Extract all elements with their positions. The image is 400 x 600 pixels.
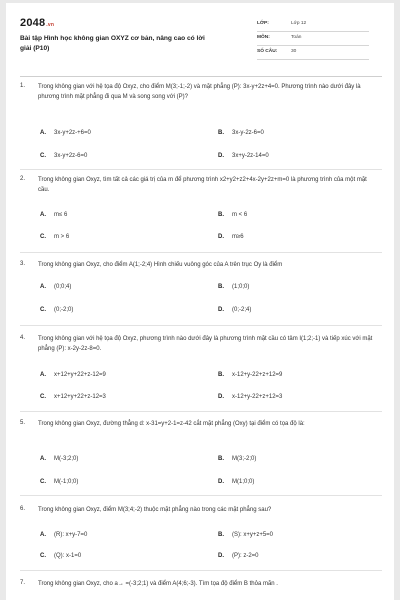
- option-letter: C.: [40, 394, 46, 400]
- option-text: m≤ 6: [54, 212, 68, 218]
- option-letter: A.: [40, 130, 46, 136]
- meta-label: MÔN:: [257, 35, 270, 40]
- question-number: 5.: [20, 420, 26, 426]
- logo-text: 2048: [20, 17, 46, 29]
- option-letter: A.: [40, 212, 46, 218]
- option-text: M(1;0;0): [232, 479, 255, 485]
- option-letter: D.: [218, 234, 224, 240]
- document-header: [20, 17, 382, 67]
- question-text: Trong không gian Oxyz, cho điểm A(1;-2;4) Hình chiếu vuông góc của A trên trục Oy là điểm: [38, 262, 283, 268]
- meta-value: Lớp 12: [291, 21, 307, 26]
- option-letter: B.: [218, 372, 224, 378]
- option-text: x-12+y-22+z+12=3: [232, 394, 283, 400]
- option-text: x+12+y+22+z-12=3: [54, 394, 106, 400]
- option-letter: C.: [40, 553, 46, 559]
- question-text: Trong không gian với hệ tọa độ Oxyz, phương trình nào dưới đây là phương trình mặt cầu có tâm I(1;2;-1) và tiếp xúc với mặt phẳng (P): x-2y-2z-8=0.: [38, 336, 373, 352]
- option-text: x-12+y-22+z+12=9: [232, 372, 283, 378]
- option-letter: C.: [40, 307, 46, 313]
- option-text: 3x+y-2z-14=0: [232, 153, 269, 159]
- option-text: M(3;-2;0): [232, 456, 257, 462]
- option-letter: A.: [40, 456, 46, 462]
- option-text: M(-3;2;0): [54, 456, 79, 462]
- option-text: M(-1;0;0): [54, 479, 79, 485]
- question-number: 3.: [20, 261, 26, 267]
- meta-panel: [257, 18, 369, 60]
- option-text: m≥6: [232, 234, 244, 240]
- option-text: (R): x+y-7=0: [54, 532, 88, 538]
- option-text: (1;0;0): [232, 284, 250, 290]
- option-letter: C.: [40, 479, 46, 485]
- page-title: Bài tập Hình học không gian OXYZ cơ bản, nâng cao có lời giải (P10): [20, 35, 205, 52]
- header-divider: [20, 76, 382, 77]
- option-letter: D.: [218, 394, 224, 400]
- option-text: (P): z-2=0: [232, 553, 259, 559]
- option-text: (0;0;4): [54, 284, 72, 290]
- question-text: Trong không gian Oxyz, cho a→ =(-3;2;1) và điểm A(4;6;-3). Tìm tọa độ điểm B thỏa mãn .: [38, 581, 278, 587]
- option-letter: B.: [218, 212, 224, 218]
- meta-label: SỐ CÂU:: [257, 49, 278, 54]
- option-letter: D.: [218, 307, 224, 313]
- meta-value: Toán: [291, 35, 302, 40]
- option-letter: C.: [40, 234, 46, 240]
- question-divider: [20, 495, 382, 496]
- meta-row-subject: [257, 32, 369, 46]
- option-text: m < 6: [232, 212, 248, 218]
- question-text: Trong không gian Oxyz, tìm tất cả các giá trị của m để phương trình x2+y2+z2+4x-2y+2z+m=0 là phương trình của một mặt cầu.: [38, 177, 367, 193]
- option-letter: A.: [40, 284, 46, 290]
- document-page: [6, 3, 394, 600]
- question-text: Trong không gian với hệ tọa độ Oxyz, cho điểm M(3;-1;-2) và mặt phẳng (P): 3x-y+2z+4=0. Phương trình nào dưới đây là phương trình mặt phẳng đi qua M và song song với (P)?: [38, 84, 361, 100]
- question-number: 7.: [20, 580, 26, 586]
- option-text: m > 6: [54, 234, 70, 240]
- option-text: 3x-y+2z-+6=0: [54, 130, 91, 136]
- meta-label: LỚP:: [257, 21, 269, 26]
- site-logo[interactable]: [20, 17, 54, 29]
- question-divider: [20, 325, 382, 326]
- option-letter: B.: [218, 130, 224, 136]
- meta-row-count: [257, 46, 369, 60]
- question-text: Trong không gian Oxyz, đường thẳng d: x-31=y+2-1=z-42 cắt mặt phẳng (Oxy) tại điểm có tọa độ là:: [38, 421, 305, 427]
- question-text: Trong không gian Oxyz, điểm M(3;4;-2) thuộc mặt phẳng nào trong các mặt phẳng sau?: [38, 507, 272, 513]
- option-letter: A.: [40, 372, 46, 378]
- meta-row-class: [257, 18, 369, 32]
- option-letter: D.: [218, 479, 224, 485]
- option-text: (0;-2;4): [232, 307, 252, 313]
- option-text: (S): x+y+z+5=0: [232, 532, 274, 538]
- option-letter: B.: [218, 532, 224, 538]
- question-number: 1.: [20, 83, 26, 89]
- question-divider: [20, 252, 382, 253]
- option-letter: B.: [218, 284, 224, 290]
- option-letter: D.: [218, 153, 224, 159]
- logo-suffix: .vn: [46, 22, 55, 28]
- option-text: 3x-y+2z-6=0: [54, 153, 88, 159]
- question-divider: [20, 411, 382, 412]
- question-number: 4.: [20, 335, 26, 341]
- option-letter: C.: [40, 153, 46, 159]
- question-number: 6.: [20, 506, 26, 512]
- option-text: x+12+y+22+z-12=9: [54, 372, 106, 378]
- option-text: (0;-2;0): [54, 307, 74, 313]
- question-divider: [20, 570, 382, 571]
- option-letter: B.: [218, 456, 224, 462]
- option-text: (Q): x-1=0: [54, 553, 82, 559]
- option-text: 3x-y-2z-6=0: [232, 130, 264, 136]
- option-letter: A.: [40, 532, 46, 538]
- question-divider: [20, 169, 382, 170]
- meta-value: 30: [291, 49, 297, 54]
- question-number: 2.: [20, 176, 26, 182]
- option-letter: D.: [218, 553, 224, 559]
